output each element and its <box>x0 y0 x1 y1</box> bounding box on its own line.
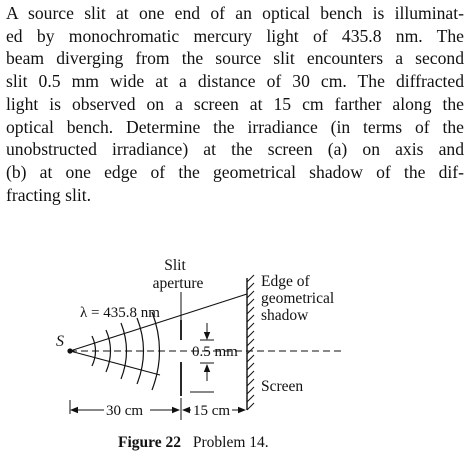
problem-line: (b) at one edge of the geometrical shadow of the dif- <box>6 161 464 182</box>
edge-label-line1: Edge of <box>261 273 310 290</box>
caption-label: Figure 22 <box>118 434 181 451</box>
geometric-ray <box>70 294 247 351</box>
problem-line: A source slit at one end of an optical bench is illuminat- <box>6 3 464 23</box>
caption-text: Problem 14. <box>192 434 269 451</box>
optical-bench-figure <box>0 240 474 467</box>
problem-line: unobstructed irradiance) at the screen (a) on axis and <box>6 139 464 160</box>
wavelength-label: λ = 435.8 nm <box>80 305 160 321</box>
screen-hatching <box>247 275 254 410</box>
problem-line: fracting slit. <box>6 184 92 205</box>
screen-label: Screen <box>261 378 304 395</box>
problem-statement <box>6 2 464 206</box>
problem-line: optical bench. Determine the irradiance (in terms of the <box>6 116 464 137</box>
slit-label-line1: Slit <box>164 257 186 274</box>
edge-label-line3: shadow <box>261 307 309 324</box>
distance-15cm-label: 15 cm <box>193 403 231 419</box>
problem-line: ed by monochromatic mercury light of 435.8 nm. The <box>6 25 464 46</box>
slit-width-label: 0.5 mm <box>192 344 238 360</box>
distance-30cm-label: 30 cm <box>106 403 144 419</box>
slit-label-line2: aperture <box>152 275 204 292</box>
figure-caption <box>118 434 269 451</box>
problem-line: beam diverging from the source slit encounters a second <box>6 48 464 69</box>
lower-ray <box>70 351 160 375</box>
edge-label-line2: geometrical <box>261 290 335 307</box>
problem-line: slit 0.5 mm wide at a distance of 30 cm. The diffracted <box>6 71 464 92</box>
problem-line: light is observed on a screen at 15 cm farther along the <box>6 93 464 114</box>
source-label: S <box>56 333 64 350</box>
